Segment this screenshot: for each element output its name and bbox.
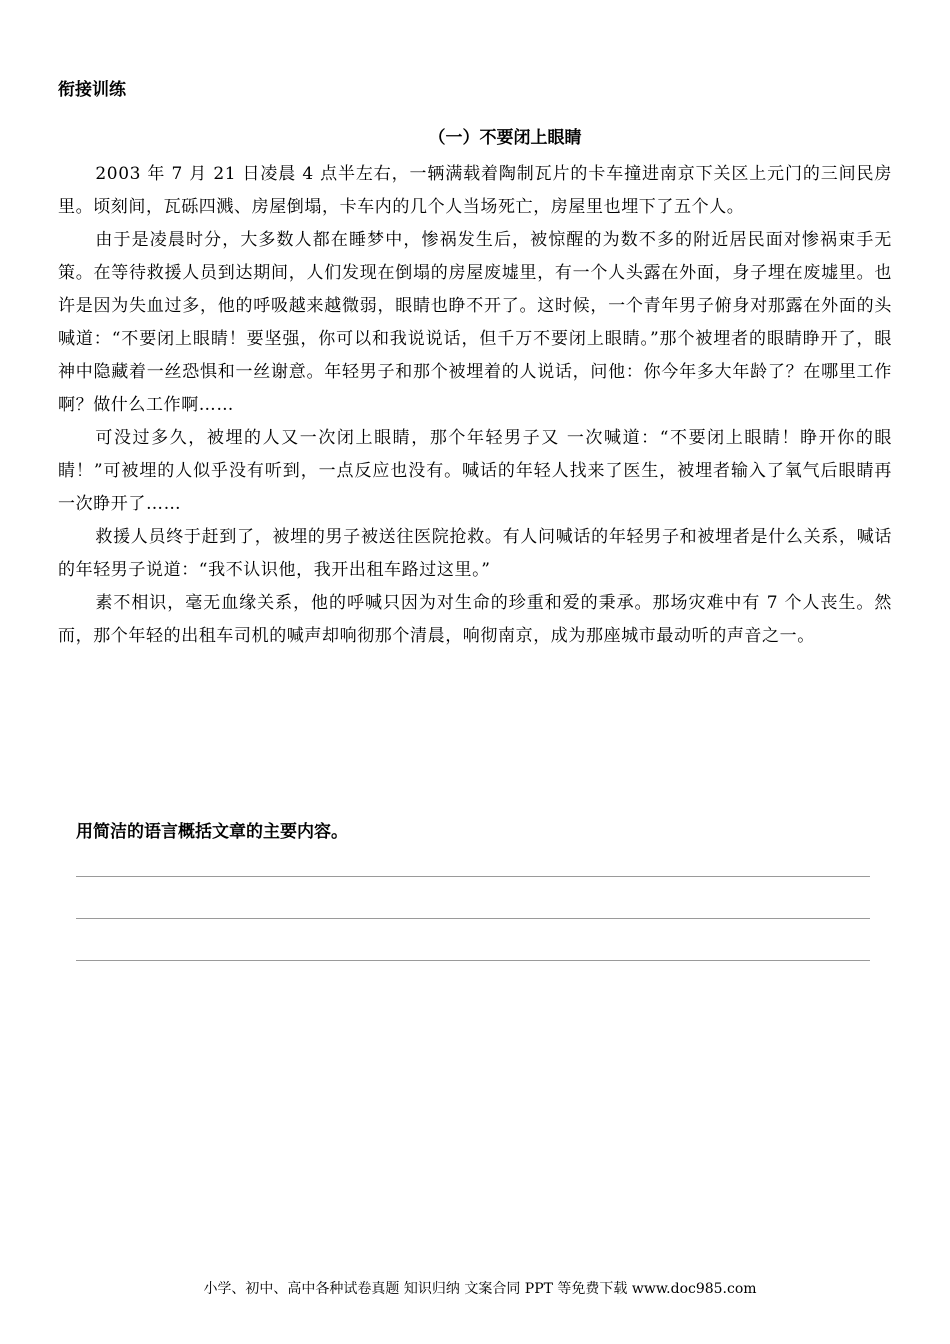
section-heading: 衔接训练	[58, 80, 126, 100]
answer-lines	[76, 876, 870, 1002]
question-prompt: 用简洁的语言概括文章的主要内容。	[76, 822, 348, 842]
answer-line[interactable]	[76, 960, 870, 961]
article-paragraph: 可没过多久，被埋的人又一次闭上眼睛，那个年轻男子又 一次喊道：“不要闭上眼睛！睁开你的眼睛！”可被埋的人似乎没有听到，一点反应也没有。喊话的年轻人找来了医生，被埋者输入了氧气后眼睛再一次睁开了……	[58, 428, 892, 514]
answer-line[interactable]	[76, 876, 870, 877]
article-paragraph: 2003 年 7 月 21 日凌晨 4 点半左右，一辆满载着陶制瓦片的卡车撞进南京下关区上元门的三间民房里。顷刻间，瓦砾四溅、房屋倒塌，卡车内的几个人当场死亡，房屋里也埋下了五个人。	[58, 164, 892, 217]
footer-text: 小学、初中、高中各种试卷真题 知识归纳 文案合同 PPT 等免费下载 www.doc985.com	[203, 1281, 757, 1297]
article-body	[58, 158, 892, 653]
answer-line[interactable]	[76, 918, 870, 919]
article-paragraph: 救援人员终于赶到了，被埋的男子被送往医院抢救。有人问喊话的年轻男子和被埋者是什么关系，喊话的年轻男子说道：“我不认识他，我开出租车路过这里。”	[58, 527, 892, 580]
article-paragraph: 素不相识，毫无血缘关系，他的呼喊只因为对生命的珍重和爱的秉承。那场灾难中有 7 个人丧生。然而，那个年轻的出租车司机的喊声却响彻那个清晨，响彻南京，成为那座城市最动听的声音之一。	[58, 593, 892, 646]
article-title: （一）不要闭上眼睛	[428, 128, 582, 148]
article-paragraph: 由于是凌晨时分，大多数人都在睡梦中，惨祸发生后，被惊醒的为数不多的附近居民面对惨祸束手无策。在等待救援人员到达期间，人们发现在倒塌的房屋废墟里，有一个人头露在外面，身子埋在废墟里。也许是因为失血过多，他的呼吸越来越微弱，眼睛也睁不开了。这时候，一个青年男子俯身对那露在外面的头喊道：“不要闭上眼睛！要坚强，你可以和我说说话，但千万不要闭上眼睛。”那个被埋者的眼睛睁开了，眼神中隐藏着一丝恐惧和一丝谢意。年轻男子和那个被埋着的人说话，问他：你今年多大年龄了？在哪里工作啊？做什么工作啊……	[58, 230, 892, 415]
